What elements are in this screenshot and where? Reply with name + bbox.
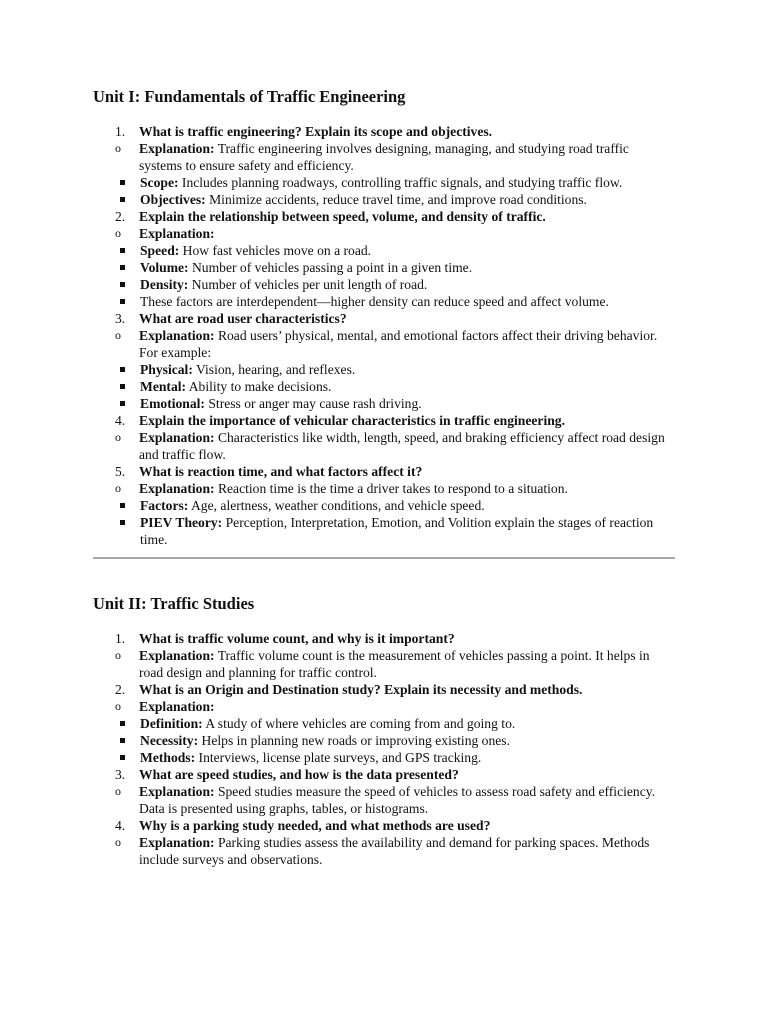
sub-bullet-item: [93, 497, 675, 514]
unit2-heading: Unit II: Traffic Studies: [93, 594, 255, 613]
sub-bullet-item: [93, 259, 675, 276]
explanation-label: Explanation:: [139, 648, 215, 663]
sub-bullet-text: Ability to make decisions.: [186, 379, 332, 394]
question-number: 1.: [115, 124, 126, 139]
sub-bullet-item: [93, 378, 675, 395]
question-item: [93, 630, 675, 647]
explanation-text: Characteristics like width, length, speed, and braking efficiency affect road design and traffic flow.: [139, 430, 665, 462]
sub-bullet-text: These factors are interdependent—higher density can reduce speed and affect volume.: [140, 294, 609, 309]
question-item: [93, 766, 675, 783]
explanation-item: [93, 783, 675, 817]
question-text: What is traffic volume count, and why is it important?: [139, 631, 455, 646]
question-item: [93, 310, 675, 327]
sub-bullet-text: Number of vehicles passing a point in a given time.: [188, 260, 473, 275]
circle-bullet-icon: o: [115, 648, 121, 662]
explanation-item: [93, 647, 675, 681]
sub-bullet-label: Mental:: [140, 379, 187, 394]
sub-bullet-label: Methods:: [140, 750, 196, 765]
sub-bullet-text: Stress or anger may cause rash driving.: [204, 396, 422, 411]
sub-bullet-text: Minimize accidents, reduce travel time, and improve road conditions.: [205, 192, 587, 207]
unit1-heading: Unit I: Fundamentals of Traffic Engineering: [93, 87, 406, 106]
unit2-question-list: [93, 630, 675, 868]
explanation-text: Traffic engineering involves designing, managing, and studying road traffic systems to ensure safety and efficiency.: [139, 141, 629, 173]
explanation-text: Speed studies measure the speed of vehicles to assess road safety and efficiency. Data is presented using graphs, tables, or histograms.: [139, 784, 656, 816]
explanation-item: [93, 140, 675, 174]
sub-bullet-text: How fast vehicles move on a road.: [179, 243, 372, 258]
explanation-label: Explanation:: [139, 699, 215, 714]
question-number: 4.: [115, 818, 126, 833]
explanation-text: Parking studies assess the availability and demand for parking spaces. Methods include surveys and observations.: [139, 835, 650, 867]
sub-bullet-label: Definition:: [140, 716, 203, 731]
explanation-label: Explanation:: [139, 835, 215, 850]
question-number: 3.: [115, 767, 126, 782]
sub-bullet-text: Perception, Interpretation, Emotion, and Volition explain the stages of reaction time.: [140, 515, 654, 547]
explanation-label: Explanation:: [139, 481, 215, 496]
sub-bullet-item: [93, 242, 675, 259]
circle-bullet-icon: o: [115, 784, 121, 798]
square-bullet-icon: [120, 503, 125, 508]
section-divider: [93, 557, 675, 559]
square-bullet-icon: [120, 265, 125, 270]
square-bullet-icon: [120, 197, 125, 202]
sub-bullet-text: Vision, hearing, and reflexes.: [192, 362, 356, 377]
sub-bullet-item: [93, 276, 675, 293]
question-item: [93, 208, 675, 225]
sub-bullet-label: Density:: [140, 277, 189, 292]
question-number: 2.: [115, 209, 126, 224]
sub-bullet-item: [93, 361, 675, 378]
circle-bullet-icon: o: [115, 481, 121, 495]
square-bullet-icon: [120, 401, 125, 406]
question-item: [93, 681, 675, 698]
sub-bullet-text: Interviews, license plate surveys, and GPS tracking.: [195, 750, 482, 765]
sub-bullet-item: [93, 174, 675, 191]
question-text: What are road user characteristics?: [139, 311, 347, 326]
sub-bullet-text: Helps in planning new roads or improving existing ones.: [198, 733, 511, 748]
sub-bullet-item: [93, 293, 675, 310]
sub-bullet-item: [93, 395, 675, 412]
explanation-item: [93, 429, 675, 463]
circle-bullet-icon: o: [115, 430, 121, 444]
question-text: What are speed studies, and how is the data presented?: [139, 767, 459, 782]
sub-bullet-label: Factors:: [140, 498, 189, 513]
sub-bullet-label: Speed:: [140, 243, 180, 258]
square-bullet-icon: [120, 180, 125, 185]
square-bullet-icon: [120, 367, 125, 372]
explanation-label: Explanation:: [139, 430, 215, 445]
circle-bullet-icon: o: [115, 835, 121, 849]
question-text: Explain the importance of vehicular characteristics in traffic engineering.: [139, 413, 565, 428]
question-text: Explain the relationship between speed, volume, and density of traffic.: [139, 209, 546, 224]
question-text: What is traffic engineering? Explain its scope and objectives.: [139, 124, 493, 139]
sub-bullet-label: Volume:: [140, 260, 189, 275]
sub-bullet-item: [93, 715, 675, 732]
sub-bullet-label: PIEV Theory:: [140, 515, 223, 530]
circle-bullet-icon: o: [115, 141, 121, 155]
question-number: 3.: [115, 311, 126, 326]
explanation-label: Explanation:: [139, 328, 215, 343]
square-bullet-icon: [120, 755, 125, 760]
question-number: 1.: [115, 631, 126, 646]
question-number: 2.: [115, 682, 126, 697]
document-page: [93, 86, 675, 868]
sub-bullet-label: Scope:: [140, 175, 179, 190]
sub-bullet-item: [93, 514, 675, 548]
explanation-item: [93, 225, 675, 242]
square-bullet-icon: [120, 721, 125, 726]
sub-bullet-label: Emotional:: [140, 396, 205, 411]
square-bullet-icon: [120, 738, 125, 743]
question-text: What is an Origin and Destination study? Explain its necessity and methods.: [139, 682, 583, 697]
explanation-label: Explanation:: [139, 784, 215, 799]
explanation-item: [93, 834, 675, 868]
question-number: 4.: [115, 413, 126, 428]
explanation-text: Road users’ physical, mental, and emotional factors affect their driving behavior. For example:: [139, 328, 658, 360]
question-item: [93, 123, 675, 140]
question-item: [93, 817, 675, 834]
explanation-item: [93, 698, 675, 715]
unit1-question-list: [93, 123, 675, 548]
explanation-label: Explanation:: [139, 226, 215, 241]
explanation-text: Reaction time is the time a driver takes to respond to a situation.: [214, 481, 568, 496]
question-item: [93, 412, 675, 429]
sub-bullet-text: A study of where vehicles are coming from and going to.: [202, 716, 516, 731]
question-item: [93, 463, 675, 480]
explanation-item: [93, 480, 675, 497]
square-bullet-icon: [120, 299, 125, 304]
circle-bullet-icon: o: [115, 226, 121, 240]
circle-bullet-icon: o: [115, 328, 121, 342]
sub-bullet-label: Objectives:: [140, 192, 206, 207]
question-number: 5.: [115, 464, 126, 479]
question-text: Why is a parking study needed, and what methods are used?: [139, 818, 491, 833]
square-bullet-icon: [120, 520, 125, 525]
square-bullet-icon: [120, 248, 125, 253]
sub-bullet-item: [93, 749, 675, 766]
sub-bullet-text: Includes planning roadways, controlling traffic signals, and studying traffic flow.: [178, 175, 623, 190]
sub-bullet-label: Necessity:: [140, 733, 199, 748]
sub-bullet-label: Physical:: [140, 362, 193, 377]
question-text: What is reaction time, and what factors affect it?: [139, 464, 423, 479]
sub-bullet-item: [93, 732, 675, 749]
square-bullet-icon: [120, 282, 125, 287]
sub-bullet-text: Age, alertness, weather conditions, and vehicle speed.: [188, 498, 485, 513]
explanation-item: [93, 327, 675, 361]
sub-bullet-item: [93, 191, 675, 208]
explanation-text: Traffic volume count is the measurement of vehicles passing a point. It helps in road design and planning for traffic control.: [139, 648, 650, 680]
square-bullet-icon: [120, 384, 125, 389]
circle-bullet-icon: o: [115, 699, 121, 713]
sub-bullet-text: Number of vehicles per unit length of road.: [188, 277, 428, 292]
explanation-label: Explanation:: [139, 141, 215, 156]
